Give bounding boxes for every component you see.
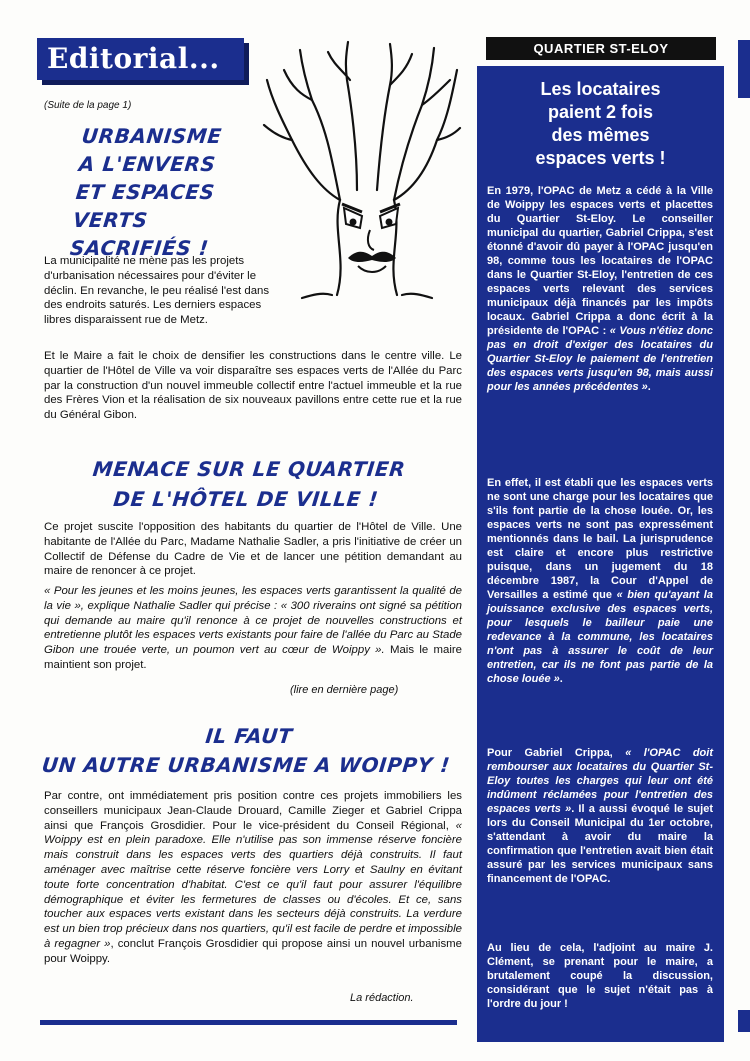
paragraph-opposition: Ce projet suscite l'opposition des habitants du quartier de l'Hôtel de Ville. Une habitante de l'Allée du Parc, Madame Nathalie Sadler, a pris l'initiative de créer un Collectif de Défense du Cadre de Vie et de lancer une pétition demandant au maire de renoncer à ce projet.	[44, 521, 462, 578]
headline-line: URBANISME	[80, 124, 224, 148]
quote: « l'OPAC doit rembourser aux locataires du Quartier St-Eloy toutes les charges qui leur ont été indûment réclamées pour l'entretien des espaces verts »	[487, 747, 713, 815]
page-edge-tab	[738, 1010, 750, 1032]
text: . Il a aussi évoqué le sujet lors du Conseil Municipal du 1er octobre, s'attendant à avoir du maire la confirmation que l'entretien avait bien était assuré par les services municipaux sans financement de l'OPAC.	[487, 803, 713, 885]
headline-line: UN AUTRE URBANISME A WOIPPY !	[40, 753, 452, 777]
title-line: paient 2 fois	[547, 102, 654, 122]
paragraph-decline: La municipalité ne mène pas les projets d'urbanisation nécessaires pour d'éviter le déclin. En revanche, le peu réalisé l'est dans des endroits saturés. Les derniers espaces libres disparaissent rue de Metz.	[44, 255, 270, 327]
text: .	[559, 673, 563, 685]
text: Pour Gabriel Crippa,	[487, 747, 626, 759]
headline-line: IL FAUT	[204, 724, 294, 748]
sidebar-banner-label: QUARTIER ST-ELOY	[533, 41, 669, 56]
title-line: Les locataires	[540, 79, 661, 99]
quote-followup: Mais le maire maintient son projet.	[44, 644, 462, 671]
headline-line: MENACE SUR LE QUARTIER	[91, 457, 407, 481]
continued-note: (lire en dernière page)	[290, 684, 399, 696]
paragraph-grosdidier	[44, 789, 462, 967]
sidebar-paragraph: Au lieu de cela, l'adjoint au maire J. Clément, se prenant pour le maire, a brutalement coupé la discussion, considérant que le sujet n'était pas à l'ordre du jour !	[487, 942, 713, 1010]
quote: « Vous n'étiez donc pas en droit d'exiger des locataires du Quartier St-Eloy le paiement de l'entretien des espaces verts jusqu'en 98, mais aussi pour les années précédentes »	[487, 325, 713, 393]
editorial-banner-label: Editorial...	[47, 42, 220, 75]
signature: La rédaction.	[350, 992, 414, 1004]
text-intro: Par contre, ont immédiatement pris position contre ces projets immobiliers les conseillers municipaux Jean-Claude Drouard, Camille Zieger et Gabriel Crippa ainsi que François Grosdidier. Pour le vice-président du Conseil Régional,	[44, 790, 462, 832]
headline-menace	[37, 454, 458, 514]
sidebar-column	[477, 66, 724, 1042]
title-line: des mêmes	[551, 125, 650, 145]
divider	[40, 1020, 457, 1025]
page-edge-tab	[738, 40, 750, 98]
text: En effet, il est établi que les espaces verts ne sont une charge pour les locataires que s'ils font partie de la chose louée. Or, les espaces verts ne sont pas expressément mentionnés dans le bail. La jurisprudence est claire et encore plus restrictive puisque, dans un jugement du 18 décembre 1987, la Cour d'Appel de Versailles a estimé que	[487, 477, 713, 601]
paragraph-densify: Et le Maire a fait le choix de densifier les constructions dans le centre ville. Le quartier de l'Hôtel de Ville va voir disparaître ses espaces verts de l'Allée du Parc par la construction d'un nouvel immeuble collectif entre l'actuel immeuble et la rue des Frères Vion et la réalisation de six nouveaux pavillons entre cette rue et la rue du Général Gibon.	[44, 350, 462, 422]
quote-text: « Pour les jeunes et les moins jeunes, les espaces verts garantissent la qualité de la vie », explique Nathalie Sadler qui précise : « 300 riverains ont signé sa pétition qui demande au maire qu'il renonce à ce projet de nouvelles constructions et entretienne plutôt les espaces verts existants pour faire de l'allée du Parc au Stade Gibon une trouée verte, un poumon vert au cœur de Woippy ».	[44, 585, 462, 657]
sidebar-paragraph	[487, 746, 713, 886]
quote: « bien qu'ayant la jouissance exclusive des espaces verts, pour lesquels le bailleur paie une redevance à la commune, les locataires n'ont pas à assurer le coût de leur entretien, car ils ne font pas partie de la chose louée »	[487, 589, 713, 685]
continued-from-note: (Suite de la page 1)	[44, 100, 132, 111]
quote-grosdidier: « Woippy est en plein paradoxe. Elle n'utilise pas son immense réserve foncière mais construit dans les espaces verts des quartiers déjà construits. Il faut aménager avec maîtrise cette réserve foncière vers Lorry et Saulny en évitant toute forte concentration d'habitat. C'est ce qu'il faut pour assurer l'équilibre démographique et éviter les fermetures de classes ou d'écoles. Et ce, sans toucher aux espaces verts existant dans les secteurs déjà construits. La verdure est un bien trop précieux dans nos quartiers, qu'il est facile de perdre et impossible à regagner »	[44, 819, 462, 950]
text: .	[647, 381, 651, 393]
headline-line: A L'ENVERS	[77, 152, 217, 176]
editorial-banner	[37, 38, 244, 80]
text: En 1979, l'OPAC de Metz a cédé à la Ville de Woippy les espaces verts et placettes du Quartier St-Eloy. Le conseiller municipal du quartier, Gabriel Crippa, s'est étonné d'avoir dû payer à l'OPAC jusqu'en 98, comme tous les locataires de l'OPAC dans le Quartier St-Eloy, l'entretien de ces espaces verts relevant des services municipaux déjà financés par les impôts locaux. Gabriel Crippa a donc écrit à la présidente de l'OPAC :	[487, 185, 713, 337]
text-outro: , conclut François Grosdidier qui propose ainsi un nouvel urbanisme pour Woippy.	[44, 937, 462, 965]
headline-line: SACRIFIÉS !	[68, 236, 211, 260]
tree-eye	[386, 219, 393, 226]
headline-autre-urbanisme	[37, 722, 458, 780]
headline-line: DE L'HÔTEL DE VILLE !	[112, 487, 380, 511]
sidebar-paragraph	[487, 476, 713, 686]
sidebar-title	[477, 78, 724, 170]
headline-line: ET ESPACES VERTS	[71, 180, 217, 232]
title-line: espaces verts !	[535, 148, 666, 168]
paragraph-quote-sadler	[44, 584, 462, 673]
headline-urbanisme	[69, 122, 284, 262]
sidebar-banner	[486, 37, 716, 60]
tree-eye	[350, 219, 357, 226]
sidebar-paragraph	[487, 184, 713, 394]
tree-face-icon	[262, 40, 462, 300]
